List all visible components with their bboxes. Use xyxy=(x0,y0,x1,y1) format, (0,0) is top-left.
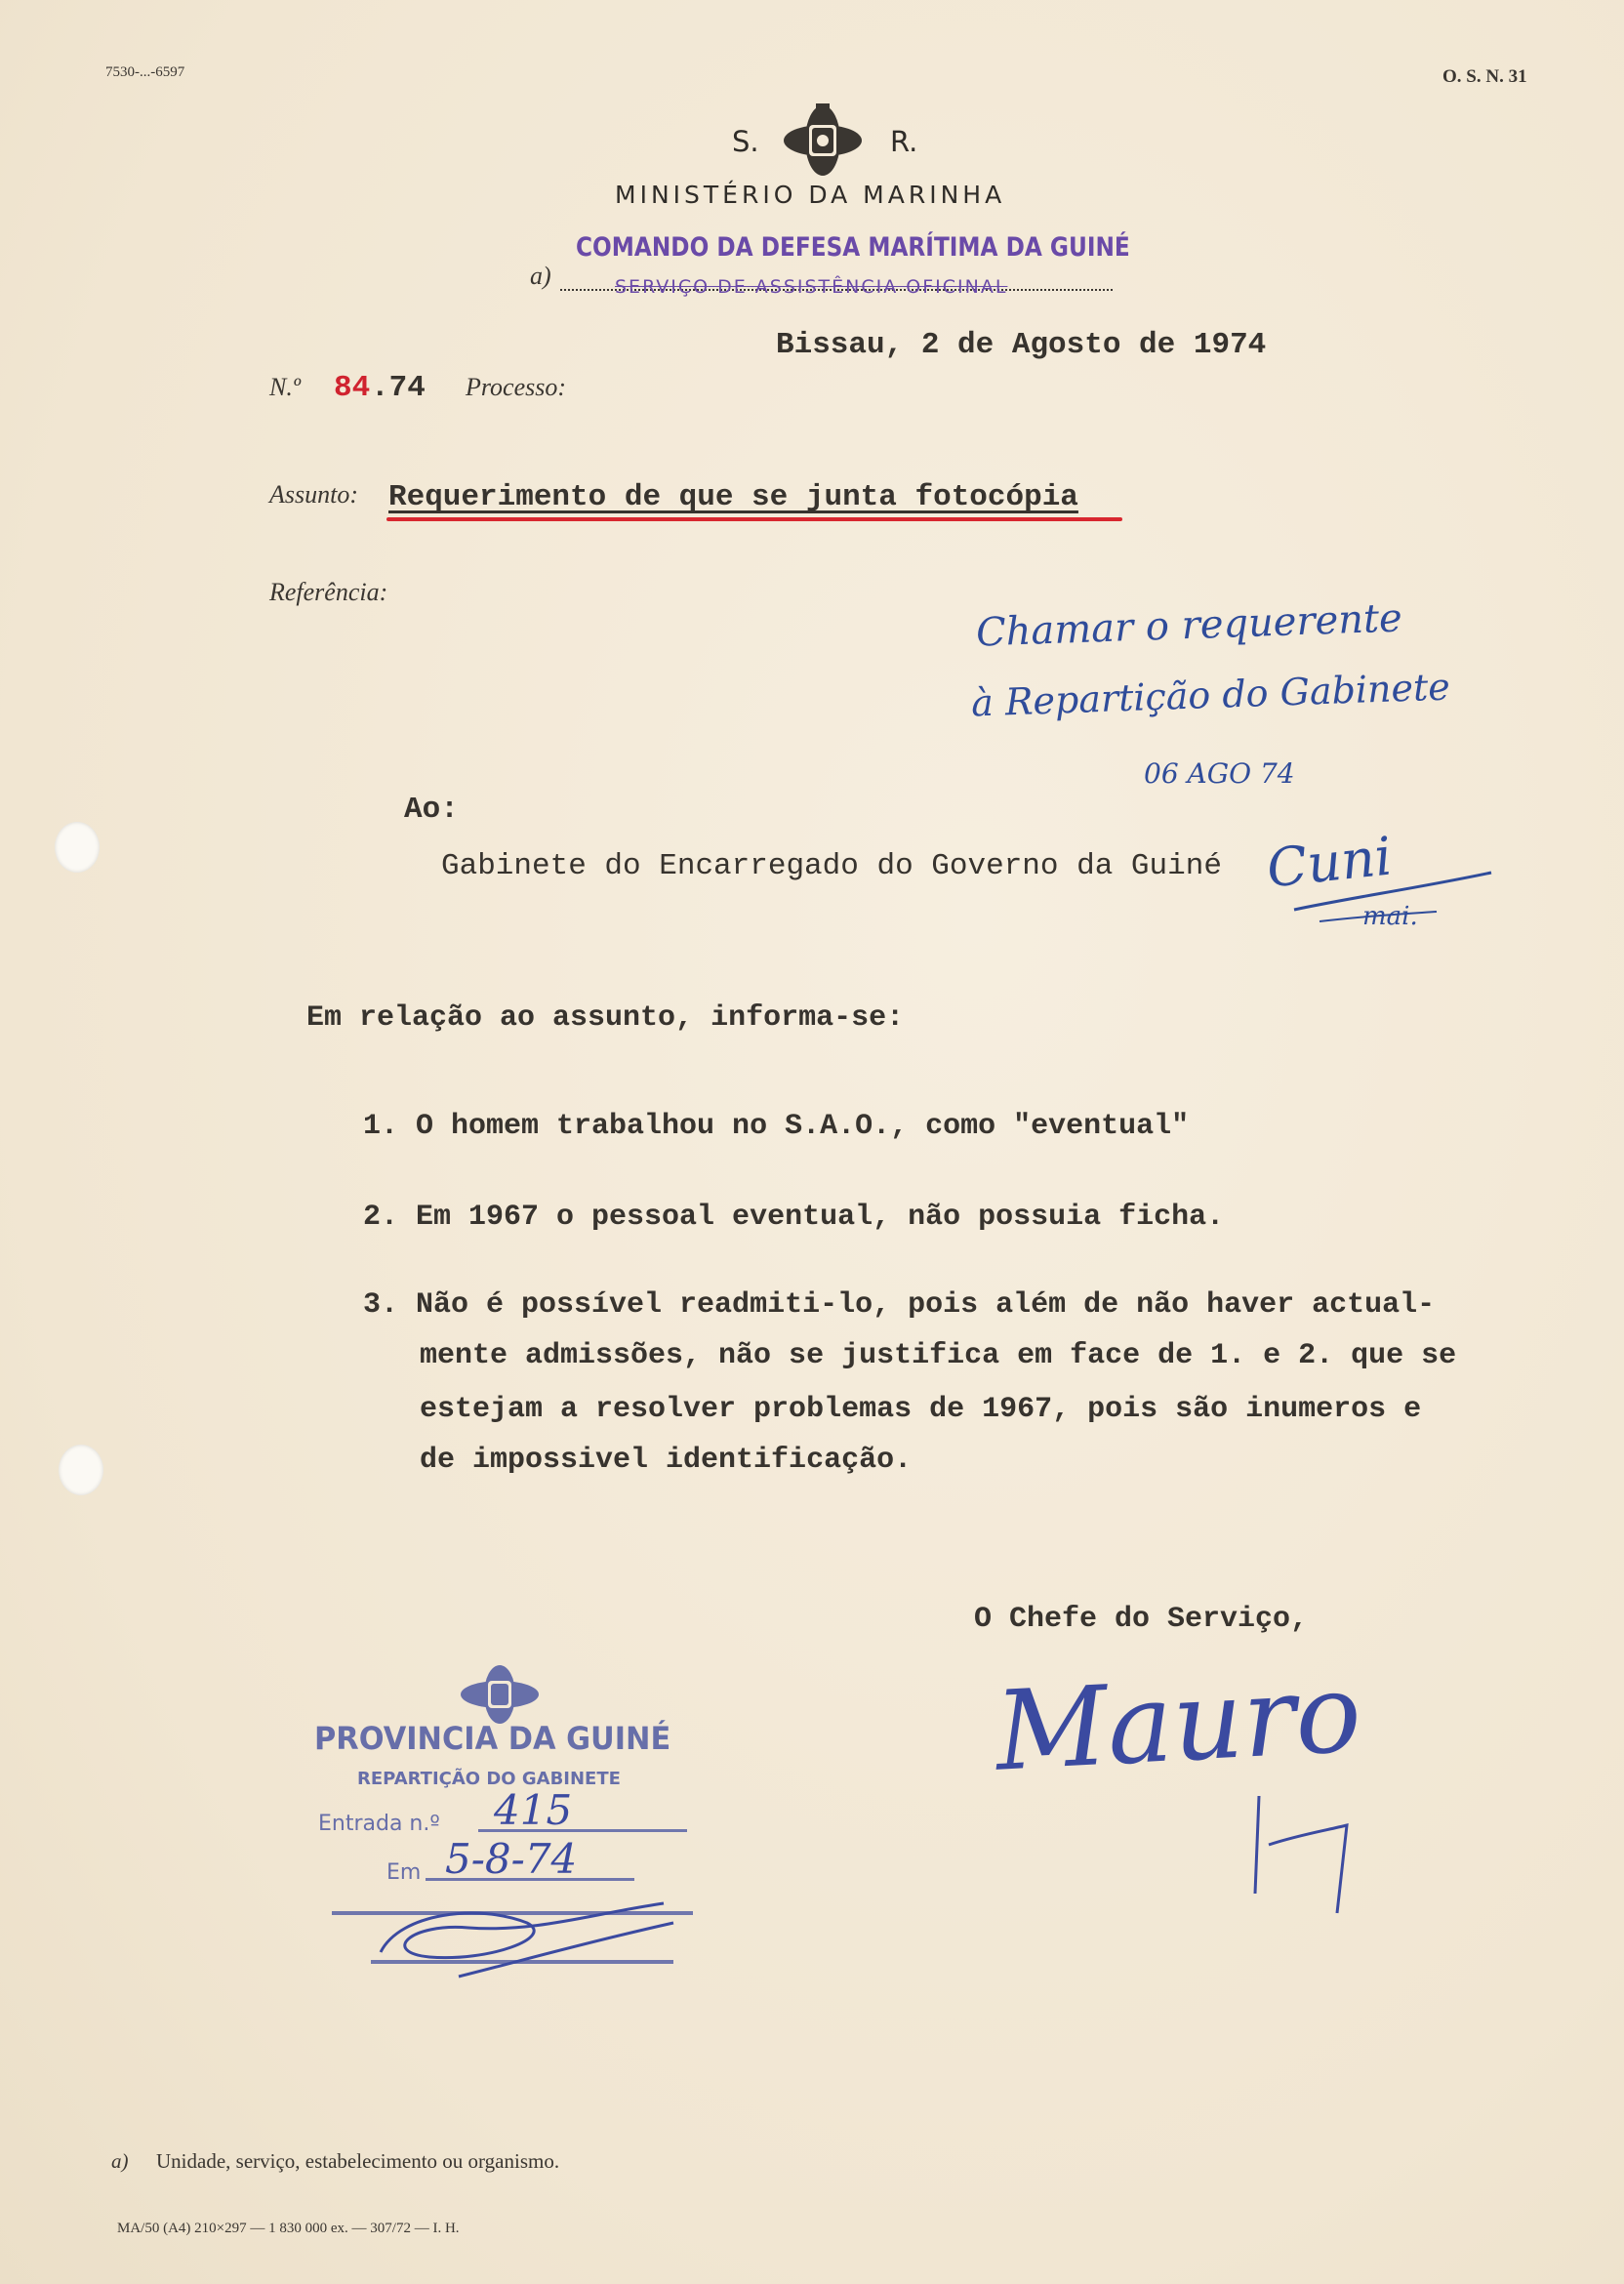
handwritten-note-date: 06 AGO 74 xyxy=(1144,757,1295,790)
punch-hole-bottom xyxy=(59,1445,103,1495)
body-item-3-line2: mente admissões, não se justifica em face de 1. e 2. que se xyxy=(420,1339,1457,1372)
handwritten-initials-note: mai. xyxy=(1362,902,1418,931)
body-intro: Em relação ao assunto, informa-se: xyxy=(306,1001,905,1035)
coat-of-arms-emblem xyxy=(777,100,869,178)
form-number: O. S. N. 31 xyxy=(1442,66,1527,87)
stamp-entry-label: Entrada n.º xyxy=(318,1812,440,1836)
s-letter: S. xyxy=(732,125,759,158)
stamp-entry-value: 415 xyxy=(494,1786,573,1834)
footnote-marker: a) xyxy=(111,2149,129,2173)
r-letter: R. xyxy=(890,125,918,158)
printer-line: MA/50 (A4) 210×297 — 1 830 000 ex. — 307/72 — I. H. xyxy=(117,2221,460,2236)
ministry-title: MINISTÉRIO DA MARINHA xyxy=(615,181,1006,209)
stamp-signature-scribble xyxy=(342,1884,703,1991)
stamp-date-line xyxy=(426,1878,634,1881)
unit-stamp-line2: SERVIÇO DE ASSISTÊNCIA OFICINAL xyxy=(615,276,1008,298)
number-suffix: .74 xyxy=(371,371,426,405)
body-item-1: 1. O homem trabalhou no S.A.O., como "eventual" xyxy=(363,1110,1190,1143)
handwritten-note-line2: à Repartição do Gabinete xyxy=(970,665,1451,725)
number-label: N.º xyxy=(269,373,301,401)
form-code: 7530-...-6597 xyxy=(105,64,185,80)
body-item-3-line4: de impossivel identificação. xyxy=(420,1444,913,1477)
stamp-date-label: Em xyxy=(386,1860,422,1885)
stamp-province: PROVINCIA DA GUINÉ xyxy=(314,1720,671,1757)
processo-label: Processo: xyxy=(466,373,567,401)
footnote-text: Unidade, serviço, estabelecimento ou organismo. xyxy=(156,2149,560,2173)
reference-label: Referência: xyxy=(269,578,388,606)
unit-footnote-marker: a) xyxy=(530,262,551,290)
unit-stamp-line1: COMANDO DA DEFESA MARÍTIMA DA GUINÉ xyxy=(576,232,1130,263)
subject-text: Requerimento de que se junta fotocópia xyxy=(388,480,1078,514)
subject-label: Assunto: xyxy=(269,480,358,509)
body-item-3-line1: 3. Não é possível readmiti-lo, pois além de não haver actual- xyxy=(363,1288,1436,1322)
signature-title: O Chefe do Serviço, xyxy=(974,1603,1309,1636)
punch-hole-top xyxy=(55,822,100,873)
signature-flourish xyxy=(1239,1776,1357,1923)
stamp-date-value: 5-8-74 xyxy=(445,1835,578,1883)
body-item-2: 2. Em 1967 o pessoal eventual, não possuia ficha. xyxy=(363,1201,1225,1234)
number-red: 84 xyxy=(334,371,371,405)
place-date: Bissau, 2 de Agosto de 1974 xyxy=(776,328,1267,362)
addressee-name: Gabinete do Encarregado do Governo da Guiné xyxy=(441,849,1222,883)
stamp-office: REPARTIÇÃO DO GABINETE xyxy=(357,1769,621,1789)
addressee-label: Ao: xyxy=(404,793,459,827)
signature-mark: Mauro xyxy=(992,1650,1364,1796)
body-item-3-line3: estejam a resolver problemas de 1967, pois são inumeros e xyxy=(420,1393,1422,1426)
handwritten-note-line1: Chamar o requerente xyxy=(975,595,1403,656)
handwritten-initials: Cuni xyxy=(1264,825,1396,900)
subject-red-underline xyxy=(386,517,1122,521)
stamp-emblem xyxy=(455,1659,545,1728)
stamp-entry-line xyxy=(478,1829,687,1832)
